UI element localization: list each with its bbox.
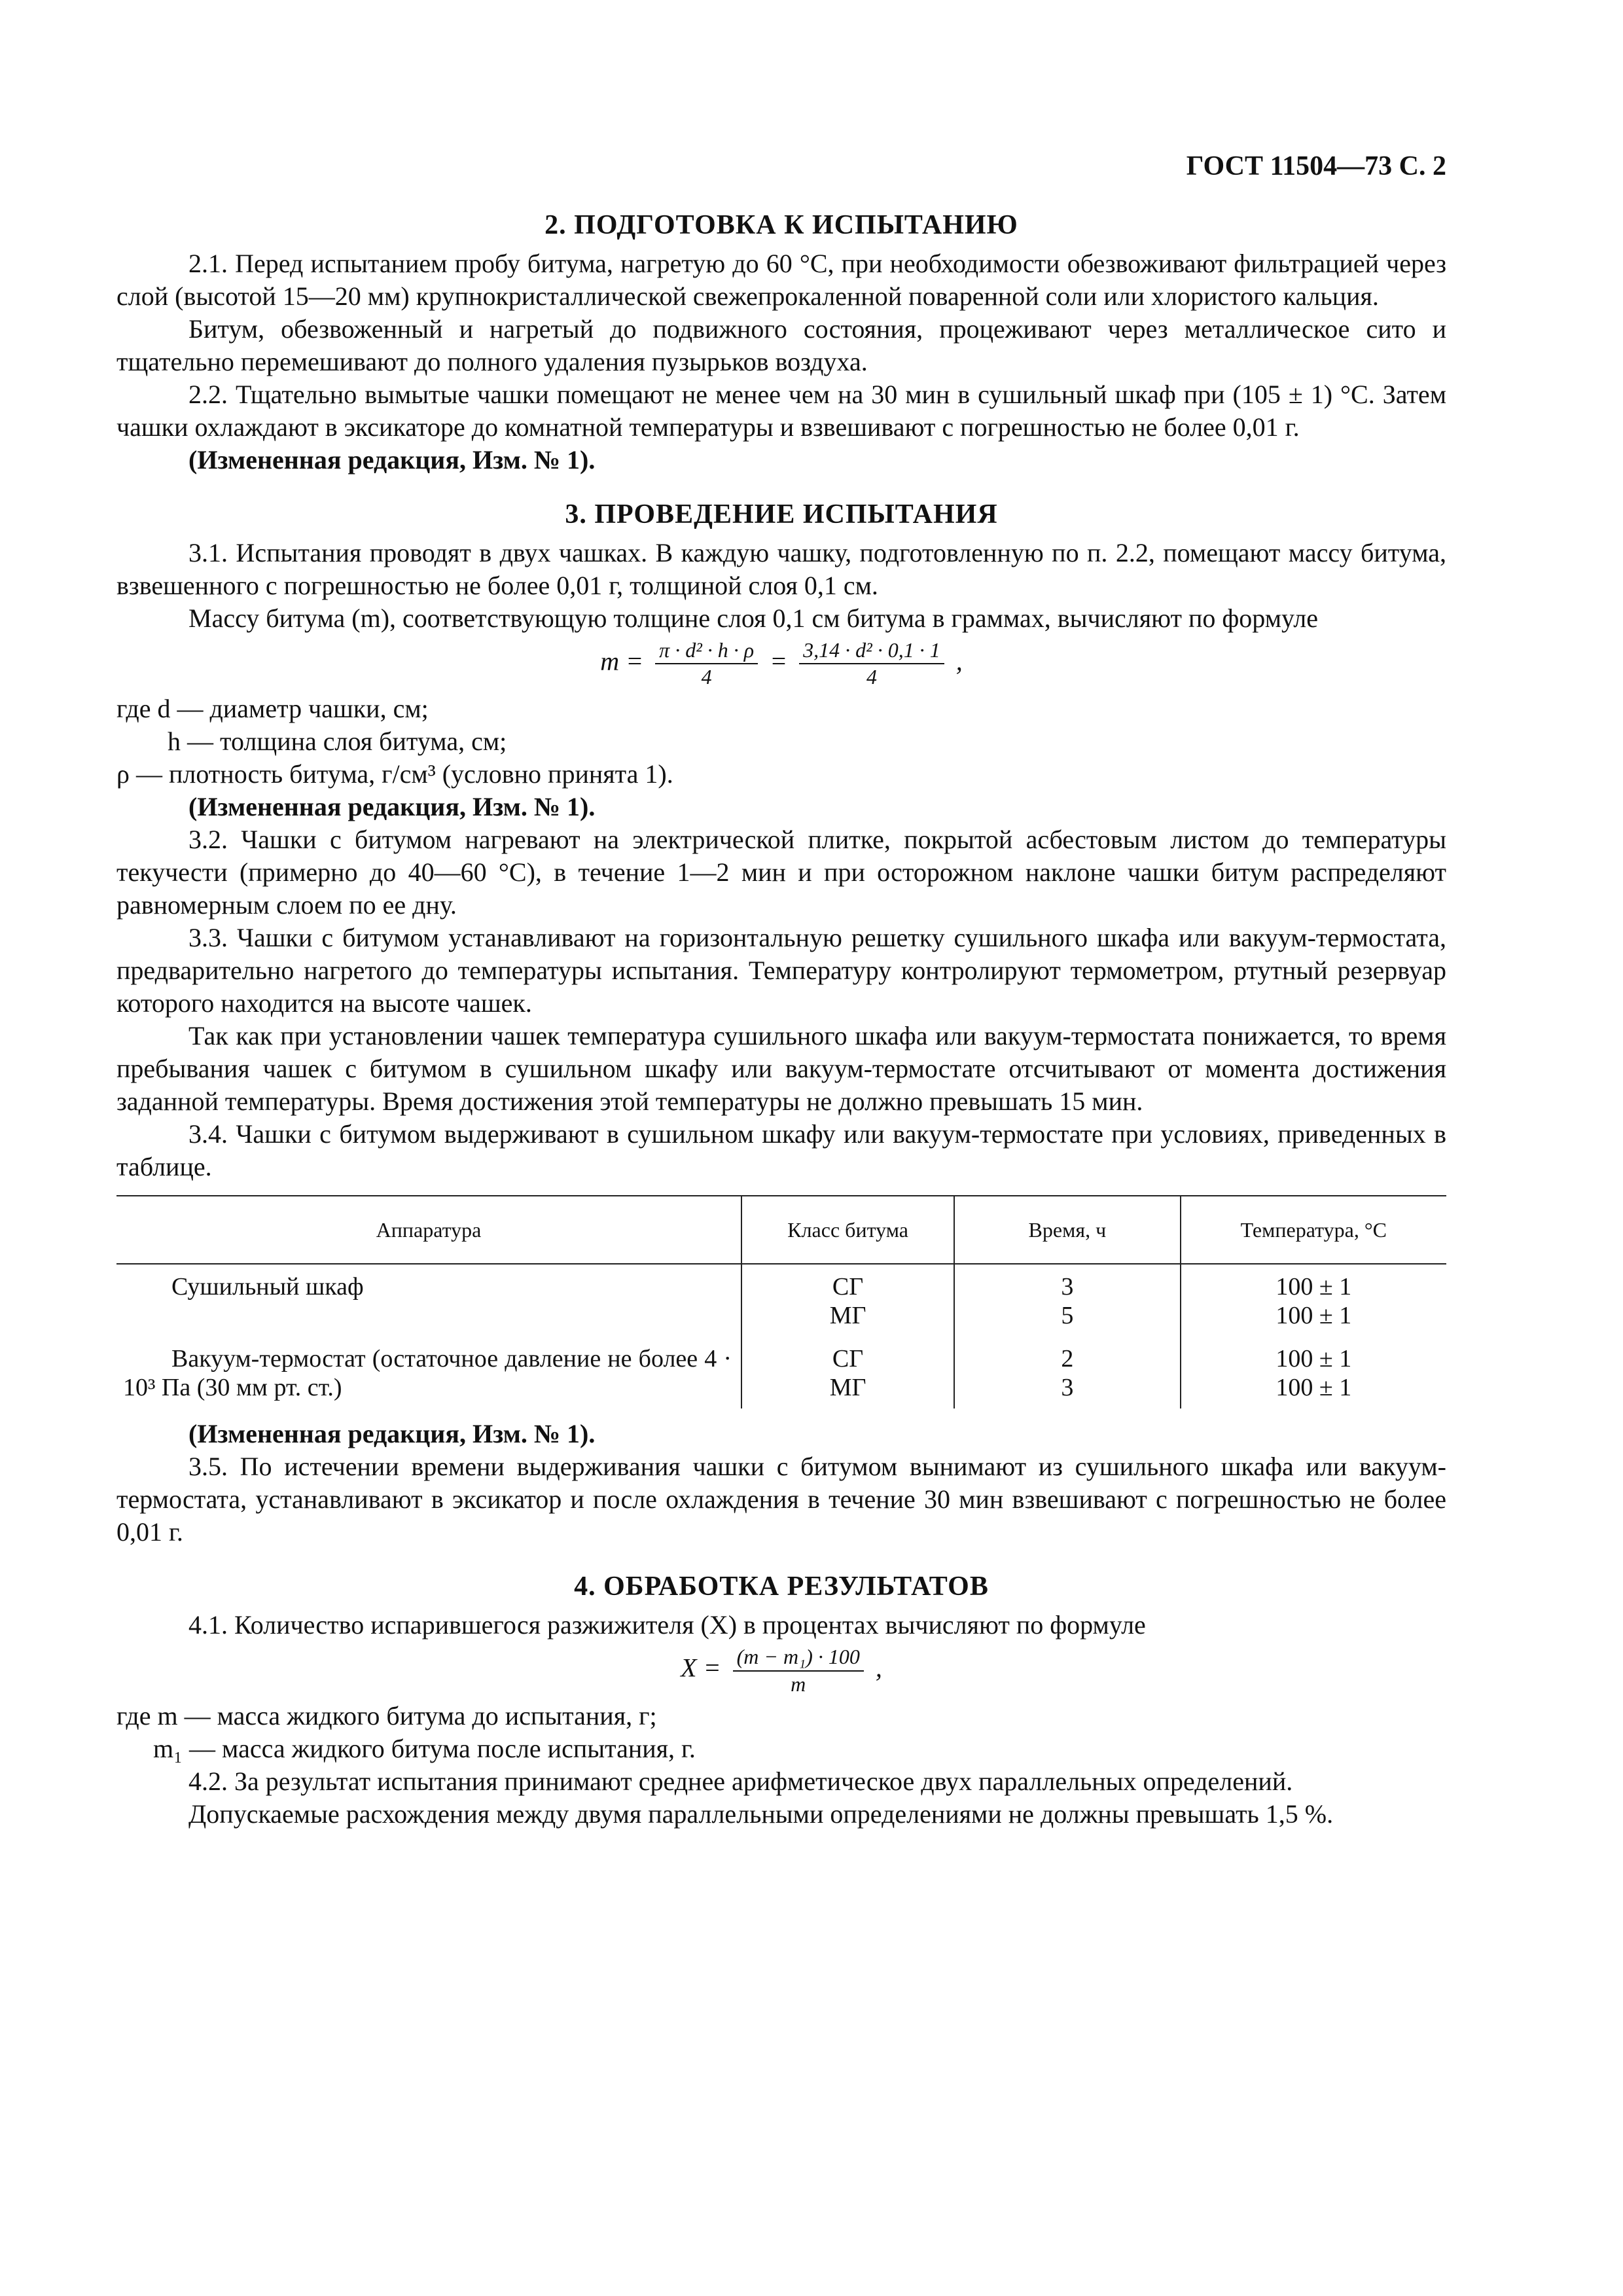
table-cell: 100 ± 1 100 ± 1 (1181, 1264, 1446, 1336)
section-3-title: 3. ПРОВЕДЕНИЕ ИСПЫТАНИЯ (565, 499, 998, 529)
table-cell: 3 5 (954, 1264, 1180, 1336)
formula-fraction (733, 1645, 864, 1695)
paragraph-2-1: 2.1. Перед испытанием пробу битума, нагретую до 60 °С, при необходимости обезвоживают фильтрацией через слой (высотой 15—20 мм) крупнокристаллической свежепрокаленной поваренной соли или хлористого кальция. (116, 249, 1446, 311)
amendment-note: (Измененная редакция, Изм. № 1). (188, 1419, 596, 1449)
formula-fraction-1 (655, 639, 758, 689)
table-header-cell: Аппаратура (116, 1196, 741, 1264)
formula-tail: , (955, 646, 963, 676)
section-2-title: 2. ПОДГОТОВКА К ИСПЫТАНИЮ (544, 210, 1018, 240)
table-cell: 2 3 (954, 1336, 1180, 1409)
section-4-title: 4. ОБРАБОТКА РЕЗУЛЬТАТОВ (574, 1571, 989, 1602)
paragraph-3-1: 3.1. Испытания проводят в двух чашках. В каждую чашку, подготовленную по п. 2.2, помещают массу битума, взвешенного с погрешностью не более 0,01 г, толщиной слоя 0,1 см. (116, 538, 1446, 600)
formula-fraction-2 (799, 639, 944, 689)
paragraph-2-1b: Битум, обезвоженный и нагретый до подвижного состояния, процеживают через металлическое сито и тщательно перемешивают до полного удаления пузырьков воздуха. (116, 314, 1446, 376)
where-m1: m₁ — масса жидкого битума после испытания, г. (153, 1733, 696, 1763)
formula-denominator: m (791, 1672, 806, 1696)
table-cell: СГ МГ (741, 1264, 954, 1336)
page-header: ГОСТ 11504—73 С. 2 (1186, 151, 1446, 181)
table-row (116, 1264, 1446, 1336)
paragraph-3-2: 3.2. Чашки с битумом нагревают на электрической плитке, покрытой асбестовым листом до температуры текучести (примерно до 40—60 °С), в течение 1—2 мин и при осторожном наклоне чашки битум распределяют равномерным слоем по ее дну. (116, 825, 1446, 920)
paragraph-3-3: 3.3. Чашки с битумом устанавливают на горизонтальную решетку сушильного шкафа или вакуум-термостата, предварительно нагретого до температуры испытания. Температуру контролируют термометром, ртутный резервуар которого находится на высоте чашек. (116, 923, 1446, 1018)
paragraph-4-2: 4.2. За результат испытания принимают среднее арифметическое двух параллельных определений. (188, 1766, 1293, 1796)
paragraph-2-2: 2.2. Тщательно вымытые чашки помещают не менее чем на 30 мин в сушильный шкаф при (105 ± 1) °С. Затем чашки охлаждают в эксикаторе до комнатной температуры и взвешивают с погрешностью не более 0,01 г. (116, 380, 1446, 442)
paragraph-3-3b: Так как при установлении чашек температура сушильного шкафа или вакуум-термостата понижается, то время пребывания чашек с битумом в сушильном шкафу или вакуум-термостате отсчитывают от момента достижения заданной температуры. Время достижения этой температуры не должно превышать 15 мин. (116, 1021, 1446, 1117)
table-cell: Сушильный шкаф (171, 1273, 364, 1301)
formula-numerator-2: 3,14 · d² · 0,1 · 1 (799, 639, 944, 664)
table-cell: СГ МГ (741, 1336, 954, 1409)
table-cell: Вакуум-термостат (остаточное давление не более 4 · 10³ Па (30 мм рт. ст.) (116, 1336, 741, 1409)
where-d: где d — диаметр чашки, см; (116, 694, 429, 724)
formula-numerator: (m − m₁) · 100 (733, 1645, 864, 1671)
formula-equals: = (770, 646, 788, 676)
formula-tail: , (875, 1653, 882, 1683)
amendment-note: (Измененная редакция, Изм. № 1). (188, 445, 596, 475)
formula-denominator-2: 4 (866, 665, 877, 689)
formula-numerator-1: π · d² · h · ρ (655, 639, 758, 664)
where-m: где m — масса жидкого битума до испытания, г; (116, 1700, 657, 1731)
conditions-table (116, 1195, 1446, 1410)
paragraph-3-1b: Массу битума (m), соответствующую толщине слоя 0,1 см битума в граммах, вычисляют по формуле (188, 603, 1318, 633)
paragraph-4-2b: Допускаемые расхождения между двумя параллельными определениями не должны превышать 1,5 %. (188, 1799, 1334, 1829)
formula-lhs: X = (681, 1653, 721, 1683)
formula-lhs: m = (600, 646, 644, 676)
table-header-row (116, 1196, 1446, 1264)
table-row (116, 1336, 1446, 1409)
paragraph-4-1: 4.1. Количество испарившегося разжижителя (X) в процентах вычисляют по формуле (188, 1610, 1146, 1640)
document-page (116, 151, 1446, 1831)
table-header-cell: Класс битума (741, 1196, 954, 1264)
evaporation-formula (116, 1645, 1446, 1695)
paragraph-3-5: 3.5. По истечении времени выдерживания чашки с битумом вынимают из сушильного шкафа или вакуум-термостата, устанавливают в эксикатор и после охлаждения в течение 30 мин взвешивают с погрешностью не более 0,01 г. (116, 1452, 1446, 1547)
paragraph-3-4: 3.4. Чашки с битумом выдерживают в сушильном шкафу или вакуум-термостате при условиях, приведенных в таблице. (116, 1119, 1446, 1182)
table-header-cell: Температура, °С (1181, 1196, 1446, 1264)
where-h: h — толщина слоя битума, см; (168, 726, 507, 757)
where-rho: ρ — плотность битума, г/см³ (условно принята 1). (116, 759, 673, 789)
table-header-cell: Время, ч (954, 1196, 1180, 1264)
table-cell: 100 ± 1 100 ± 1 (1181, 1336, 1446, 1409)
mass-formula (116, 639, 1446, 689)
amendment-note: (Измененная редакция, Изм. № 1). (188, 792, 596, 822)
formula-denominator-1: 4 (701, 665, 712, 689)
